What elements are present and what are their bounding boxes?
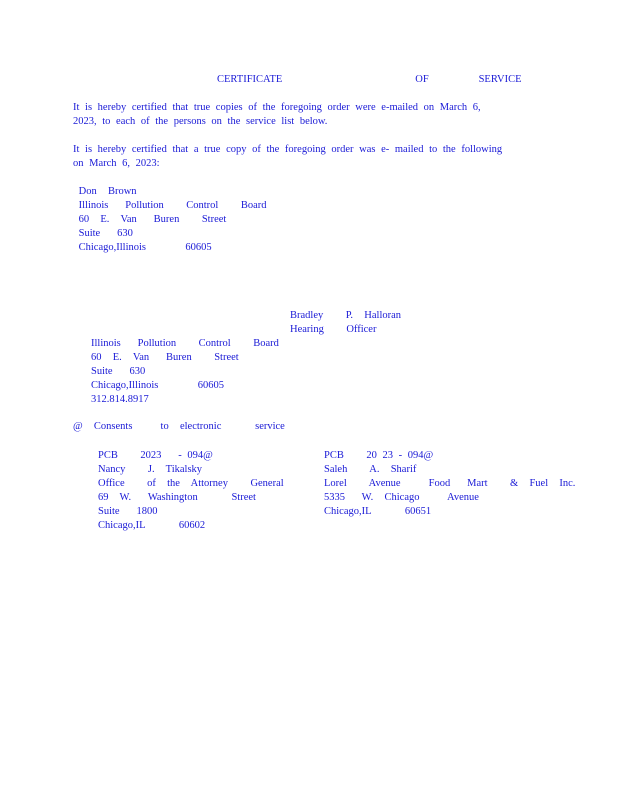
service-list-right — [324, 449, 575, 519]
case-number: PCB 2023 - 094@ — [98, 450, 213, 461]
address-line: Suite 630 — [73, 228, 133, 239]
document-title: CERTIFICATE OF SERVICE — [217, 74, 522, 85]
signer-address-block — [91, 337, 279, 407]
recipient-address-block — [73, 185, 267, 255]
address-line: 60 E. Van Buren Street — [91, 352, 239, 363]
paragraph-line: 2023, to each of the persons on the service list below. — [73, 116, 328, 127]
signer-title: Hearing Officer — [290, 324, 377, 335]
address-line: Illinois Pollution Control Board — [91, 338, 279, 349]
paragraph-line: on March 6, 2023: — [73, 158, 160, 169]
address-line: Suite 1800 — [98, 506, 158, 517]
case-number: PCB 20 23 - 094@ — [324, 450, 434, 461]
address-line: Office of the Attorney General — [98, 478, 284, 489]
certification-paragraph-2 — [73, 143, 535, 171]
phone-number: 312.814.8917 — [91, 394, 149, 405]
address-line: Chicago,IL 60602 — [98, 520, 206, 531]
address-line: Don Brown — [73, 186, 137, 197]
address-line: Chicago,IL 60651 — [324, 506, 432, 517]
address-line: 60 E. Van Buren Street — [73, 214, 227, 225]
signature-block — [290, 309, 401, 337]
service-list-left — [98, 449, 284, 533]
address-line: Nancy J. Tikalsky — [98, 464, 203, 475]
address-line: Illinois Pollution Control Board — [73, 200, 267, 211]
signer-name: Bradley P. Halloran — [290, 310, 402, 321]
address-line: Saleh A. Sharif — [324, 464, 417, 475]
certification-paragraph-1 — [73, 101, 535, 129]
address-line: Chicago,Illinois 60605 — [91, 380, 224, 391]
paragraph-line: It is hereby certified that true copies of the foregoing order were e-mailed on March 6, — [73, 102, 481, 113]
address-line: Lorel Avenue Food Mart & Fuel Inc. — [324, 478, 576, 489]
address-line: 69 W. Washington Street — [98, 492, 256, 503]
address-line: 5335 W. Chicago Avenue — [324, 492, 479, 503]
electronic-service-consent-note: @ Consents to electronic service — [73, 421, 285, 432]
address-line: Suite 630 — [91, 366, 146, 377]
paragraph-line: It is hereby certified that a true copy of the foregoing order was e- mailed to the following — [73, 144, 503, 155]
address-line: Chicago,Illinois 60605 — [73, 242, 212, 253]
